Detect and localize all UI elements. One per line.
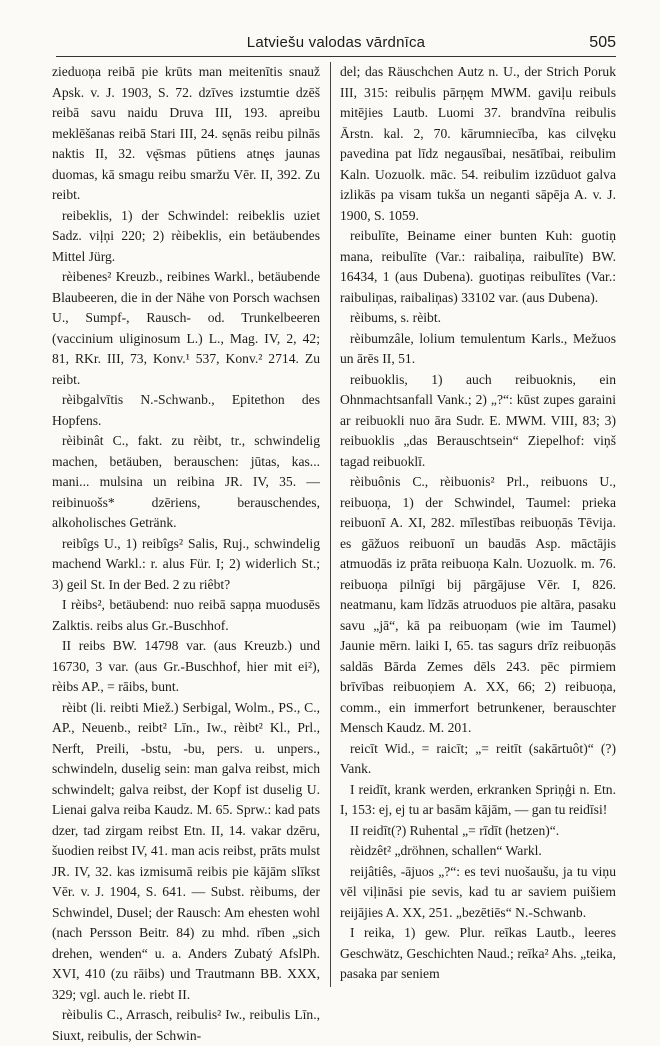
entry-reibigs: reibîgs U., 1) reibîgs² Salis, Ruj., schwindelig machend Warkl.: r. alus Für. I; 2) widerlich St.; 3) geil St. In der Bed. 2 zu riêbt?: [52, 535, 320, 592]
entry-reicit: reicīt Wid., = raicīt; „= reitīt (sakārtuôt)“ (?) Vank.: [340, 740, 616, 776]
entry-reika: I reika, 1) gew. Plur. reīkas Lautb., leeres Geschwätz, Geschichten Naud.; reīka² Ahs. „teika, pasaka par seniem: [340, 925, 616, 981]
entry-reibulite: reibulīte, Beiname einer bunten Kuh: guotiņ mana, reibulīte (Var.: raibaliņa, raibulīte) BW. 16434, 1 (aus Dubena). guotiņas reibulītes (Var.: raibuliņas, raibaliņas) 33102 var. (aus Dubena).: [340, 228, 616, 305]
entry-reidzet: rèidzêt² „dröhnen, schallen“ Warkl.: [350, 843, 542, 858]
page-header: [56, 34, 616, 54]
entry-reijaties: reijâtiês, -ājuos „?“: es tevi nuošaušu, ja tu viņu vēl viļināsi pie sevis, kad tu ar saviem puišiem reijājies A. XX, 251. „bezētiēs“ N.-Schwanb.: [340, 863, 616, 920]
entry-reibuoklis: reibuoklis, 1) auch reibuoknis, ein Ohnmachtsanfall Vank.; 2) „?“: kūst zupes garaini ar reibuokli nuo āra Sudr. E. MWM. VIII, 83; 3) reibuoklis „das Berauschtsein“ Ziepelhof: viņš tagad reibuoklī.: [340, 371, 616, 469]
entry-reibs-1: I rèibs², betäubend: nuo reibā sapņa muodusēs Zalktis. reibs alus Gr.-Buschhof.: [52, 597, 320, 633]
entry-continuation: zieduoņa reibā pie krūts man meitenītis snauž Apsk. v. J. 1903, S. 72. dzīves izstumtie dzēš reibā savu naidu Druva III, 193. apreibu meklēšanas reibā Stari III, 24. sęnās reibu pilnās naktis II, 32. vę̄smas pūtiens atnęs jaunas duomas, kā smagu reibu smaržu Vēr. II, 392. Zu reibt.: [52, 64, 320, 202]
entry-reibeklis: reibeklis, 1) der Schwindel: reibeklis uziet Sadz. viļņi 220; 2) rèibeklis, ein betäubendes Mittel Jürg.: [52, 207, 320, 264]
entry-reibulis: rèibulis C., Arrasch, reibulis² Iw., reibulis Līn., Siuxt, reibulis, der Schwin-: [52, 1007, 320, 1043]
entry-reidit-1: I reidīt, krank werden, erkranken Spriņģi n. Etn. I, 153: ej, ej tu ar basām kājām, — gan tu reidīsi!: [340, 781, 616, 817]
entry-reibumzale: rèibumzâle, lolium temulentum Karls., Mežuos un ārēs II, 51.: [340, 330, 616, 366]
entry-reibinat: rèibinât C., fakt. zu rèibt, tr., schwindelig machen, betäuben, berauschen: jūtas, kas... mani... mulsina un reibina JR. IV, 35. —reibinuošs* dzēriens, berauschendes, alkoholisches Getränk.: [52, 433, 320, 530]
entry-reibuonis: rèibuônis C., rèibuonis² Prl., reibuons U., reibuoņa, 1) der Schwindel, Taumel: prieka reibuonī A. XI, 282. mīlestības reibuoņās Tēvija. es gāžuos reibuonī un baudās Asp. māctājis atmuodās iz prāta reibuoņa Kaln. Uozuolk. m. 76. reibuoņa pilnīgi bij pārgājuse Vēr. I, 826. neatmanu, kam līdzās atruoduos pie altāra, pasaku savu „jā“, kā pa reibuoņam (wie im Taumel) Jaunie mērn. laiki I, 65. tas sagurs drīz reibuoņās saldās Bārda Zemes dēls 243. pēc pirmiem brīvības reibuoņiem A. XX, 66; 2) reibuoņa, comm., ein immerfort betrunkener, berauschter Mensch Kaudz. M. 201.: [340, 474, 616, 735]
entry-reibulis-continued: del; das Räuschchen Autz n. U., der Strich Poruk III, 315: reibulis pārņęm MWM. gaviļu reibuls mitējies Lautb. Luomi 37. brandvīna reibulis Ārstn. kal. 2, 70. kārumniecība, kas cilvęku pavedina pat līdz negausībai, nesātībai, reibulim Kaln. Uozuolk. māc. 54. reibulim izzūduot galva izlikās pa visam tukša un neganti sāpēja A. v. J. 1900, S. 1059.: [340, 64, 616, 223]
entry-reibgalvitis: rèibgalvītis N.-Schwanb., Epitethon des Hopfens.: [52, 392, 320, 428]
entry-reibs-2: II reibs BW. 14798 var. (aus Kreuzb.) und 16730, 3 var. (aus Gr.-Buschhof, hier mit ei²), rèibs AP., = rāibs, bunt.: [52, 638, 320, 694]
entry-reibenes: rèibenes² Kreuzb., reibines Warkl., betäubende Blaubeeren, die in der Nähe von Porsch wachsen U., Sumpf-, Rausch- od. Trunkelbeeren (vaccinium uliginosum L.) L., Mag. IV, 2, 42; 81, RKr. III, 73, Konv.¹ 537, Konv.² 2714. Zu reibt.: [52, 269, 320, 387]
entry-reidit-2: II reidīt(?) Ruhental „= rīdīt (hetzen)“.: [350, 822, 560, 838]
entry-reibt: rèibt (li. reibti Miež.) Serbigal, Wolm., PS., C., AP., Neuenb., reibt² Līn., Iw., rèibt² Kl., Prl., Nerft, Preili, -bstu, -bu, pers. u. unpers., schwindeln, duselig sein: man galva reibst, mich schwindelt; galva reibst, der Kopf ist duselig U. Lienai galva reiba Kaudz. M. 65. Sprw.: kad pats dzer, tad zirgam reibst Etn. II, 14. vakar dzēru, šuodien reibst IV, 41. man acis reibst, prāts mulst JR. IV, 32. kas izmisumā reibis pie kājām slīkst Vēr. v. J. 1904, S. 641. — Subst. rèibums, der Schwindel, Dusel; der Rausch: Am ehesten wohl (nach Persson Beitr. 84) zu mhd. rīben „sich drehen, wenden“ u. a. Anders Zubatý AfslPh. XVI, 410 (zu rāibs) und Trautmann BB. XXX, 329; vgl. auch le. riebt II.: [52, 699, 320, 1002]
column-divider: [330, 62, 331, 987]
entry-reibums: rèibums, s. rèibt.: [350, 310, 441, 325]
left-column: [52, 62, 320, 1043]
running-title: Latviešu valodas vārdnīca: [246, 34, 426, 51]
page-number: 505: [589, 34, 616, 51]
header-rule: [56, 56, 616, 57]
right-column: [340, 62, 616, 987]
